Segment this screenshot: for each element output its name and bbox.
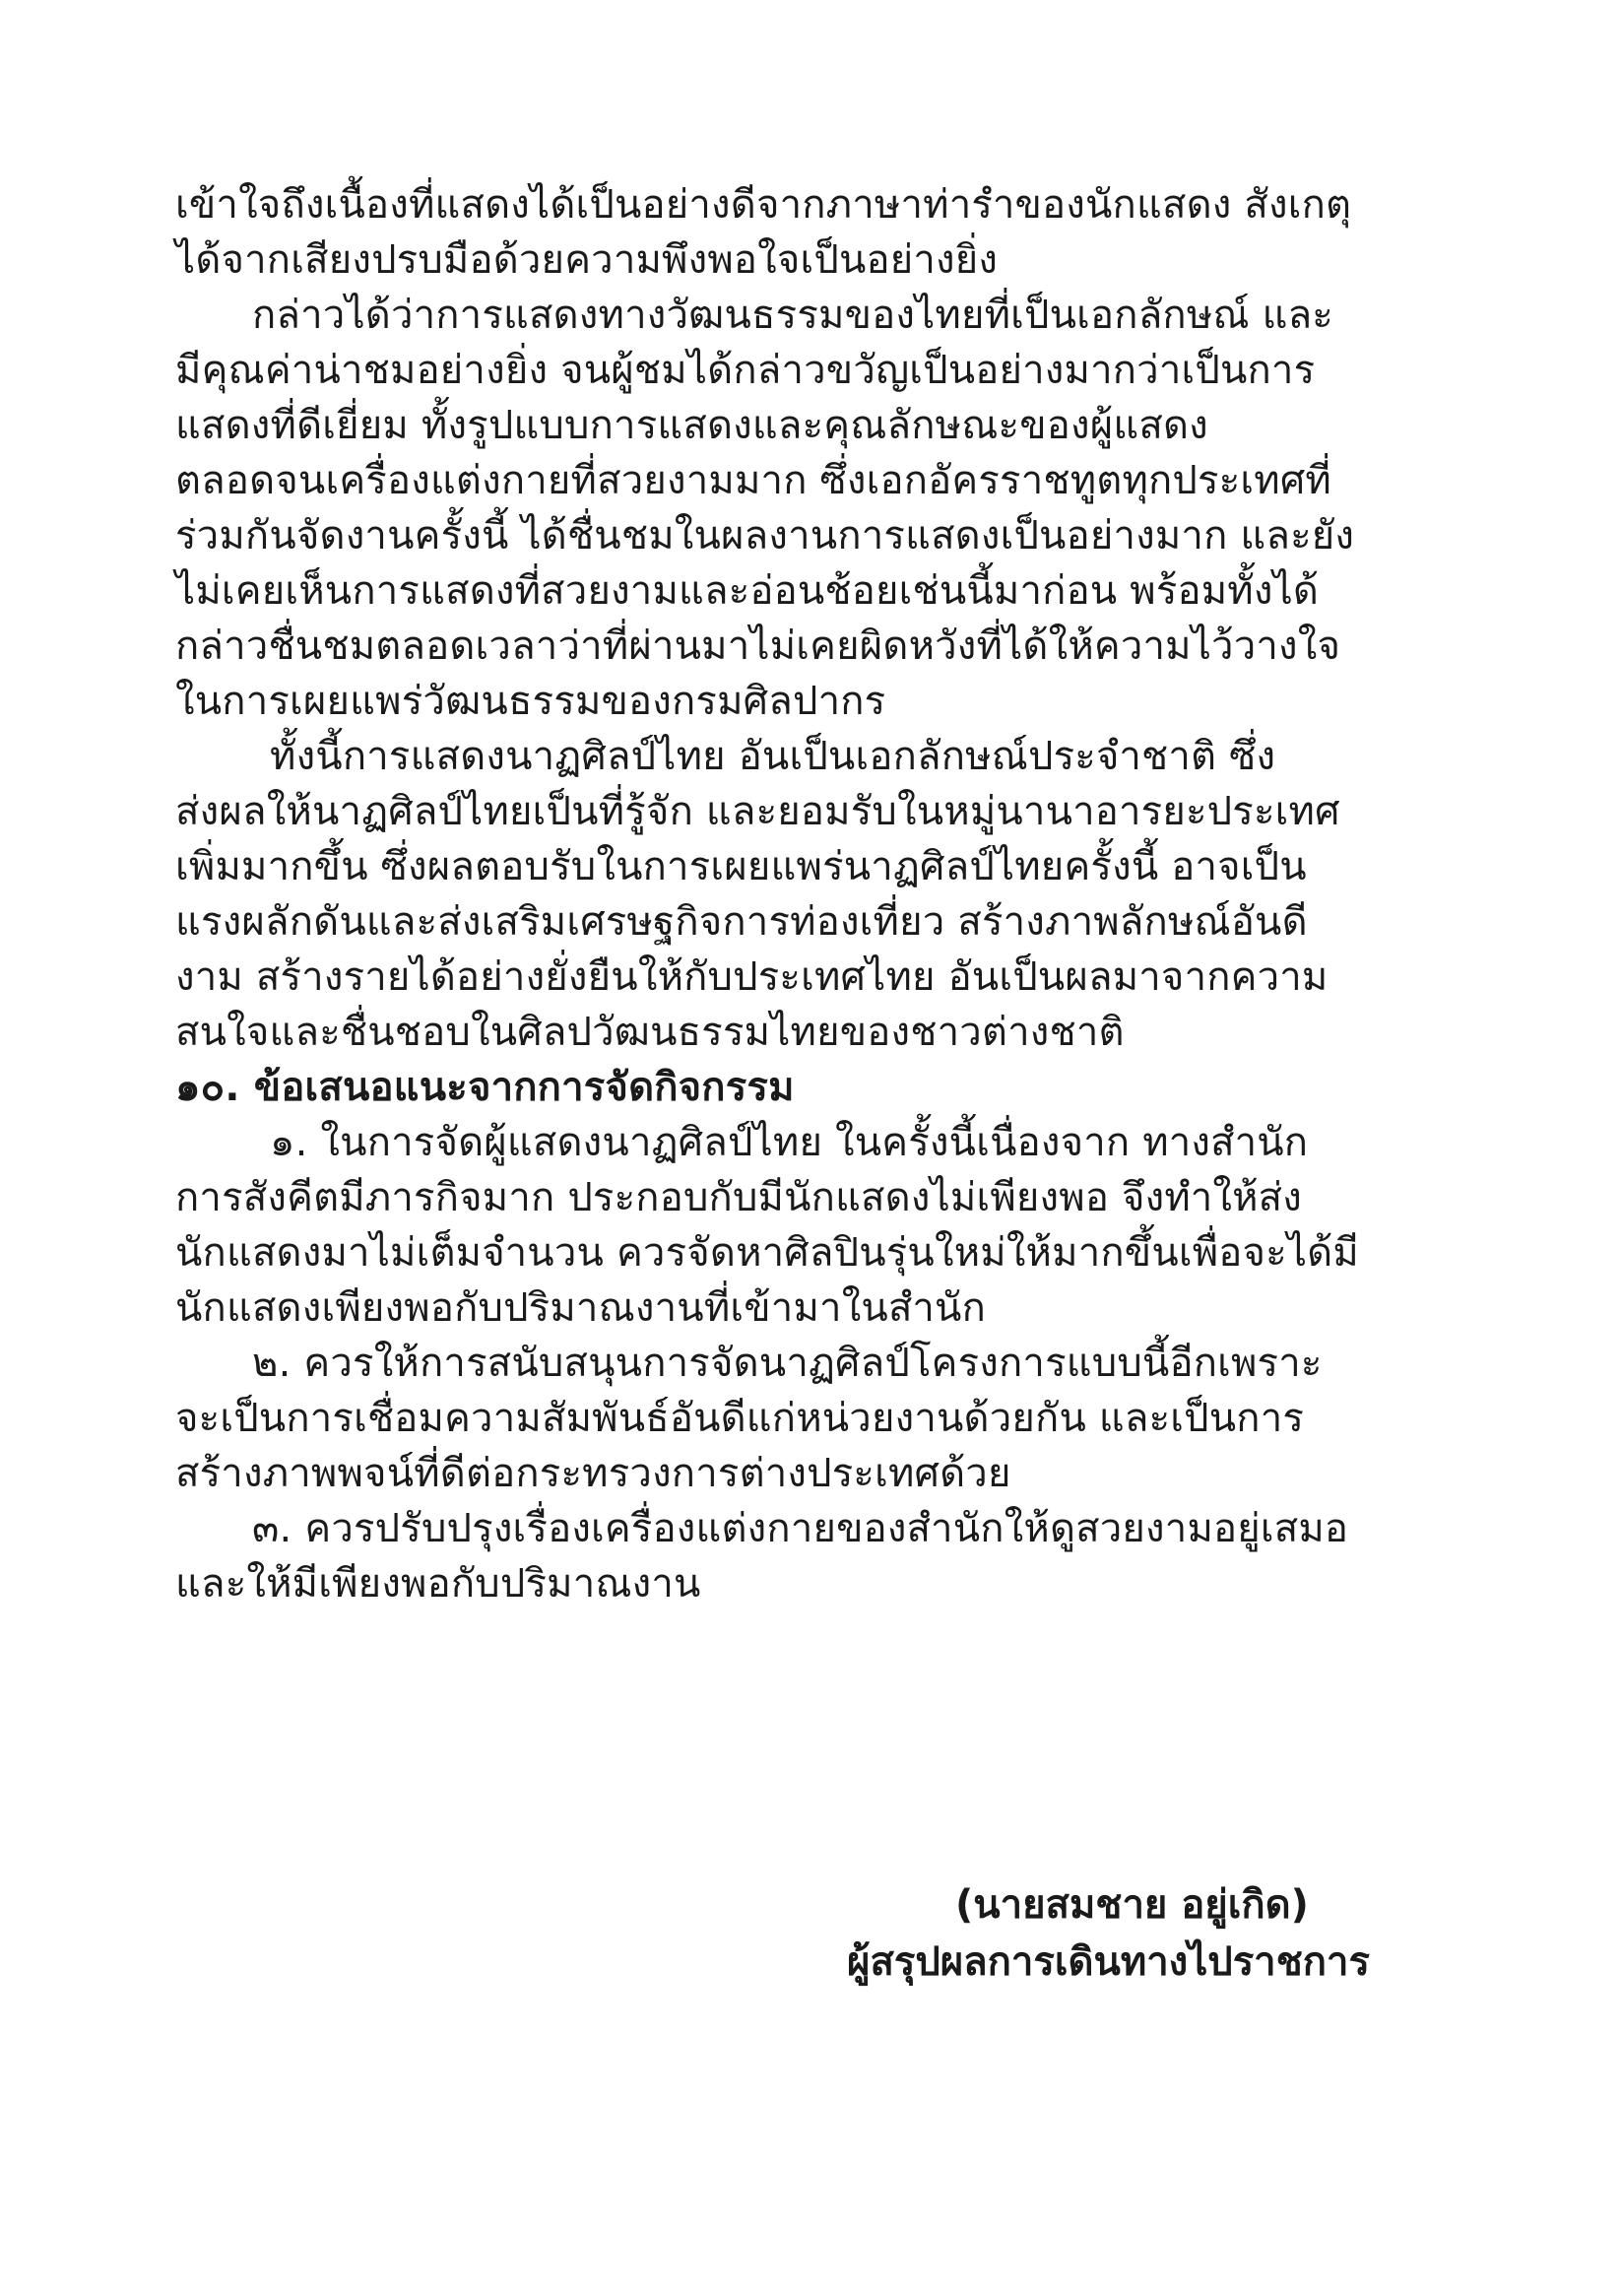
section-heading: ๑๐. ข้อเสนอแนะจากการจัดกิจกรรม: [175, 1065, 795, 1110]
paragraph-line: มีคุณค่าน่าชมอย่างยิ่ง จนผู้ชมได้กล่าวขวัญเป็นอย่างมากว่าเป็นการ: [175, 348, 1316, 393]
recommendation-line: จะเป็นการเชื่อมความสัมพันธ์อันดีแก่หน่วยงานด้วยกัน และเป็นการ: [175, 1396, 1305, 1441]
recommendation-line: ๒. ควรให้การสนับสนุนการจัดนาฏศิลป์โครงการแบบนี้อีกเพราะ: [252, 1341, 1323, 1386]
paragraph-line: เพิ่มมากขึ้น ซึ่งผลตอบรับในการเผยแพร่นาฏศิลป์ไทยครั้งนี้ อาจเป็น: [175, 844, 1307, 889]
signature-block: [847, 1876, 1438, 1991]
recommendation-line: นักแสดงเพียงพอกับปริมาณงานที่เข้ามาในสำนัก: [175, 1285, 987, 1331]
paragraph-line: ส่งผลให้นาฏศิลป์ไทยเป็นที่รู้จัก และยอมรับในหมู่นานาอารยะประเทศ: [175, 789, 1340, 834]
recommendation-line: การสังคีตมีภารกิจมาก ประกอบกับมีนักแสดงไม่เพียงพอ จึงทำให้ส่ง: [175, 1175, 1303, 1220]
paragraph-line: สนใจและชื่นชอบในศิลปวัฒนธรรมไทยของชาวต่างชาติ: [175, 1010, 1125, 1055]
paragraph-line: ได้จากเสียงปรบมือด้วยความพึงพอใจเป็นอย่างยิ่ง: [175, 237, 999, 283]
recommendation-line: ๓. ควรปรับปรุงเรื่องเครื่องแต่งกายของสำนักให้ดูสวยงามอยู่เสมอ: [252, 1506, 1349, 1551]
paragraph-line: เข้าใจถึงเนื้องที่แสดงได้เป็นอย่างดีจากภาษาท่ารำของนักแสดง สังเกตุ: [175, 182, 1352, 228]
paragraph-line: ร่วมกันจัดงานครั้งนี้ ได้ชื่นชมในผลงานการแสดงเป็นอย่างมาก และยัง: [175, 513, 1355, 558]
paragraph-line: ตลอดจนเครื่องแต่งกายที่สวยงามมาก ซึ่งเอกอัครราชทูตทุกประเทศที่: [175, 458, 1331, 503]
recommendation-line: ๑. ในการจัดผู้แสดงนาฏศิลป์ไทย ในครั้งนี้เนื่องจาก ทางสำนัก: [270, 1120, 1309, 1165]
paragraph-line: ในการเผยแพร่วัฒนธรรมของกรมศิลปากร: [175, 679, 886, 724]
signer-title: ผู้สรุปผลการเดินทางไปราชการ: [847, 1939, 1370, 1985]
document-body: [175, 177, 1406, 1611]
paragraph-line: กล่าวชื่นชมตลอดเวลาว่าที่ผ่านมาไม่เคยผิดหวังที่ได้ให้ความไว้วางใจ: [175, 623, 1341, 669]
paragraph-line: กล่าวได้ว่าการแสดงทางวัฒนธรรมของไทยที่เป็นเอกลักษณ์ และ: [252, 293, 1333, 338]
recommendation-line: สร้างภาพพจน์ที่ดีต่อกระทรวงการต่างประเทศด้วย: [175, 1451, 1011, 1496]
recommendation-line: นักแสดงมาไม่เต็มจำนวน ควรจัดหาศิลปินรุ่นใหม่ให้มากขึ้นเพื่อจะได้มี: [175, 1230, 1359, 1276]
paragraph-line: ทั้งนี้การแสดงนาฏศิลป์ไทย อันเป็นเอกลักษณ์ประจำชาติ ซึ่ง: [270, 734, 1276, 779]
recommendation-line: และให้มีเพียงพอกับปริมาณงาน: [175, 1561, 701, 1607]
signer-name: (นายสมชาย อยู่เกิด): [955, 1882, 1309, 1928]
paragraph-line: ไม่เคยเห็นการแสดงที่สวยงามและอ่อนช้อยเช่นนี้มาก่อน พร้อมทั้งได้: [175, 568, 1320, 614]
paragraph-line: งาม สร้างรายได้อย่างยั่งยืนให้กับประเทศไทย อันเป็นผลมาจากความ: [175, 954, 1329, 1000]
paragraph-line: แรงผลักดันและส่งเสริมเศรษฐกิจการท่องเที่ยว สร้างภาพลักษณ์อันดี: [175, 899, 1308, 945]
paragraph-line: แสดงที่ดีเยี่ยม ทั้งรูปแบบการแสดงและคุณลักษณะของผู้แสดง: [175, 403, 1208, 448]
